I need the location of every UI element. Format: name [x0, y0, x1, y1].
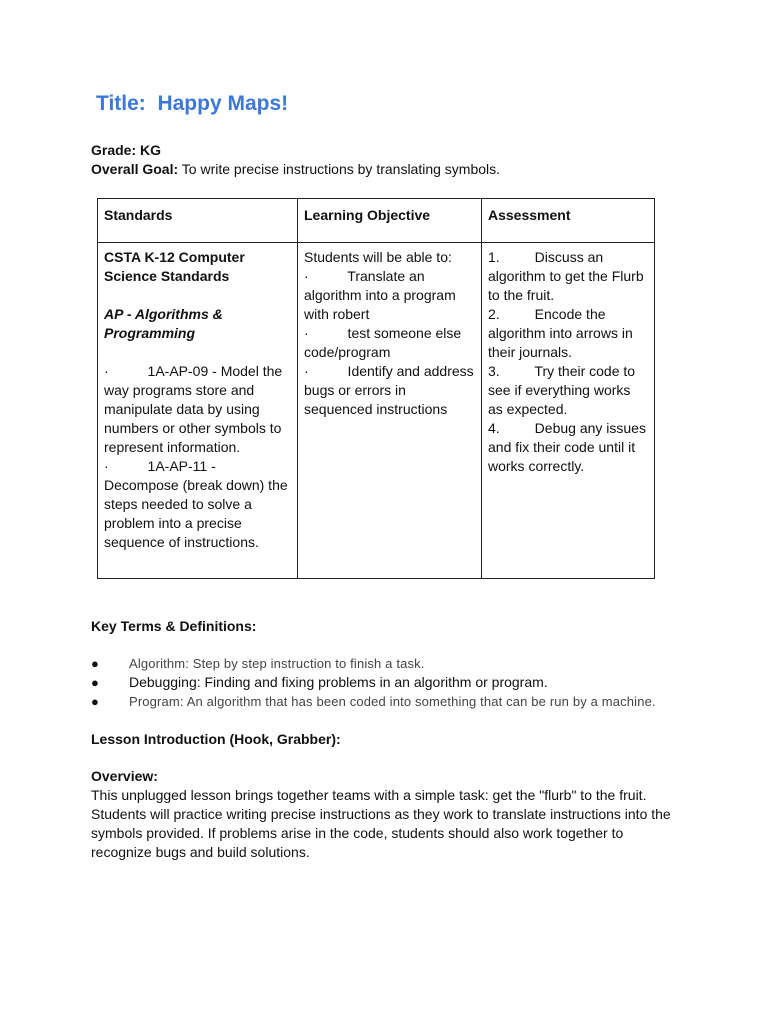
- standard-item: · 1A-AP-11 - Decompose (break down) the steps needed to solve a problem into a precise sequence of instructions.: [104, 458, 292, 550]
- standards-cell: [98, 243, 298, 579]
- objective-item: · Identify and address bugs or errors in sequenced instructions: [304, 363, 478, 417]
- assessment-item: 4. Debug any issues and fix their code until it works correctly.: [488, 420, 650, 474]
- spacer: [104, 343, 291, 362]
- overall-goal-value: To write precise instructions by translating symbols.: [181, 161, 501, 177]
- overview-heading: Overview:: [91, 768, 158, 784]
- term-program: Program: An algorithm that has been coded into something that can be run by a machine.: [129, 694, 656, 709]
- grade-line: [91, 141, 161, 159]
- grade-value: KG: [140, 142, 162, 158]
- assessment-cell: [482, 243, 655, 579]
- standards-heading: CSTA K-12 Computer Science Standards: [104, 249, 245, 284]
- table-row: [98, 243, 655, 579]
- overall-goal-label: Overall Goal:: [91, 161, 179, 177]
- lesson-standards-table: [97, 198, 655, 579]
- list-item: [91, 654, 711, 673]
- standards-subheading: AP - Algorithms & Programming: [104, 306, 223, 341]
- standard-item: · 1A-AP-09 - Model the way programs store and manipulate data by using numbers or other symbols to represent information.: [104, 363, 287, 455]
- term-algorithm: Algorithm: Step by step instruction to finish a task.: [129, 656, 425, 671]
- bullet-icon: ●: [91, 694, 99, 709]
- grade-label: Grade:: [91, 142, 137, 158]
- objective-item: · Translate an algorithm into a program with robert: [304, 268, 460, 322]
- assessment-item: 1. Discuss an algorithm to get the Flurb to the fruit.: [488, 249, 648, 303]
- key-terms-heading: Key Terms & Definitions:: [91, 618, 257, 634]
- list-item: [91, 692, 711, 711]
- objective-item: · test someone else code/program: [304, 325, 466, 360]
- header-standards: Standards: [98, 199, 298, 243]
- term-debugging: Debugging: Finding and fixing problems in an algorithm or program.: [129, 674, 548, 690]
- list-item: [91, 673, 711, 692]
- lesson-introduction-heading: Lesson Introduction (Hook, Grabber):: [91, 731, 341, 747]
- bullet-icon: ●: [91, 675, 99, 690]
- learning-objective-cell: [298, 243, 482, 579]
- overall-goal-line: [91, 160, 500, 178]
- key-terms-list: [91, 654, 711, 711]
- assessment-item: 2. Encode the algorithm into arrows in their journals.: [488, 306, 637, 360]
- header-assessment: Assessment: [482, 199, 655, 243]
- table-header-row: [98, 199, 655, 243]
- bullet-icon: ●: [91, 656, 99, 671]
- assessment-item: 3. Try their code to see if everything works as expected.: [488, 363, 639, 417]
- header-learning-objective: Learning Objective: [298, 199, 482, 243]
- objective-intro: Students will be able to:: [304, 249, 452, 265]
- overview-paragraph: This unplugged lesson brings together teams with a simple task: get the "flurb" to the fruit. Students will practice writing precise instructions as they work to translate instructions into the symbols provided. If problems arise in the code, students should also work together to recognize bugs and build solutions.: [91, 787, 671, 860]
- page-title: Title: Happy Maps!: [96, 92, 289, 115]
